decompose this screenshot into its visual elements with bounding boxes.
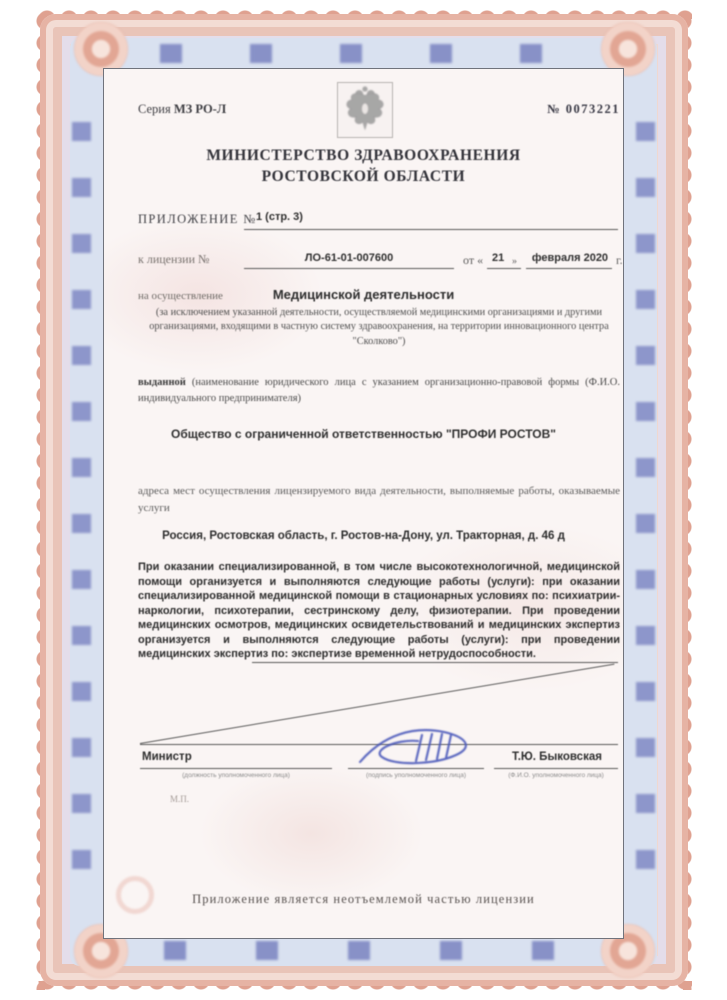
annex-label: ПРИЛОЖЕНИЕ № — [138, 212, 257, 226]
date-underline — [526, 268, 612, 269]
footer-note: Приложение является неотъемлемой частью лицензии — [192, 892, 535, 906]
signature-line-sign — [348, 768, 484, 769]
name-caption: (Ф.И.О. уполномоченного лица) — [508, 772, 604, 779]
minister-title: Министр — [142, 751, 192, 763]
blank-strike-top-line — [252, 662, 618, 663]
issued-rest: (наименование юридического лица с указанием организационно-правовой формы (Ф.И.О. индивидуального предпринимателя) — [138, 377, 620, 405]
coat-of-arms-box — [337, 82, 393, 138]
signature-line-name — [494, 768, 618, 769]
license-label: к лицензии № — [138, 252, 210, 266]
stamp-mark: М.П. — [170, 794, 190, 804]
series-label: Серия — [138, 102, 171, 116]
series — [138, 102, 226, 117]
address-value: Россия, Ростовская область, г. Ростов-на-Дону, ул. Тракторная, д. 46 д — [162, 530, 565, 542]
issued-label — [138, 375, 620, 408]
series-value: МЗ РО-Л — [173, 102, 227, 116]
ministry-title-line2: РОСТОВСКОЙ ОБЛАСТИ — [261, 167, 466, 185]
year-suffix: г. — [616, 253, 623, 267]
activity-label: на осуществление — [138, 290, 223, 302]
organization-name: Общество с ограниченной ответственностью "ПРОФИ РОСТОВ" — [171, 427, 556, 441]
annex-underline — [244, 229, 618, 230]
license-underline — [244, 268, 454, 269]
ministry-title-line1: МИНИСТЕРСТВО ЗДРАВООХРАНЕНИЯ — [206, 147, 521, 164]
date-from-label: от « — [463, 253, 484, 267]
signee-name: Т.Ю. Быковская — [512, 751, 602, 763]
date-day: 21 — [492, 252, 505, 264]
works-paragraph: При оказании специализированной, в том числе высокотехнологичной, медицинской помощи организуется и выполняются следующие работы (услуги): при оказании специализированной медицинской помощи в стационарных условиях по: психиатрии-наркологии, психотерапии, сестринскому делу, физиотерапии. При проведении медицинских осмотров, медицинских освидетельствований и медицинских экспертиз организуется и выполняются следующие работы (услуги): при проведении медицинских экспертиз по: экспертизе временной нетрудоспособности. — [138, 561, 620, 660]
document-number: № 0073221 — [547, 102, 620, 116]
activity-title: Медицинской деятельности — [272, 287, 455, 302]
ministry-title — [110, 146, 617, 188]
signature-line-position — [140, 768, 332, 769]
date-month-year: февраля 2020 — [531, 252, 609, 264]
issued-word: выданной — [138, 377, 186, 388]
address-label: адреса мест осуществления лицензируемого вида деятельности, выполняемые работы, оказываемые услуги — [138, 485, 620, 514]
sign-caption: (подпись уполномоченного лица) — [365, 772, 467, 779]
date-day-underline — [487, 268, 521, 269]
coat-of-arms-icon — [343, 84, 387, 137]
license-number: ЛО-61-01-007600 — [304, 252, 394, 264]
annex-value: 1 (стр. 3) — [256, 211, 303, 223]
quote-close: » — [512, 256, 517, 267]
position-caption: (должность уполномоченного лица) — [182, 772, 290, 779]
signature-icon — [352, 724, 486, 770]
activity-note: (за исключением указанной деятельности, осуществляемой медицинскими организациями и другими организациями, входящими в частную систему здравоохранения, на территории инновационного центра "Сколково") — [149, 307, 609, 347]
